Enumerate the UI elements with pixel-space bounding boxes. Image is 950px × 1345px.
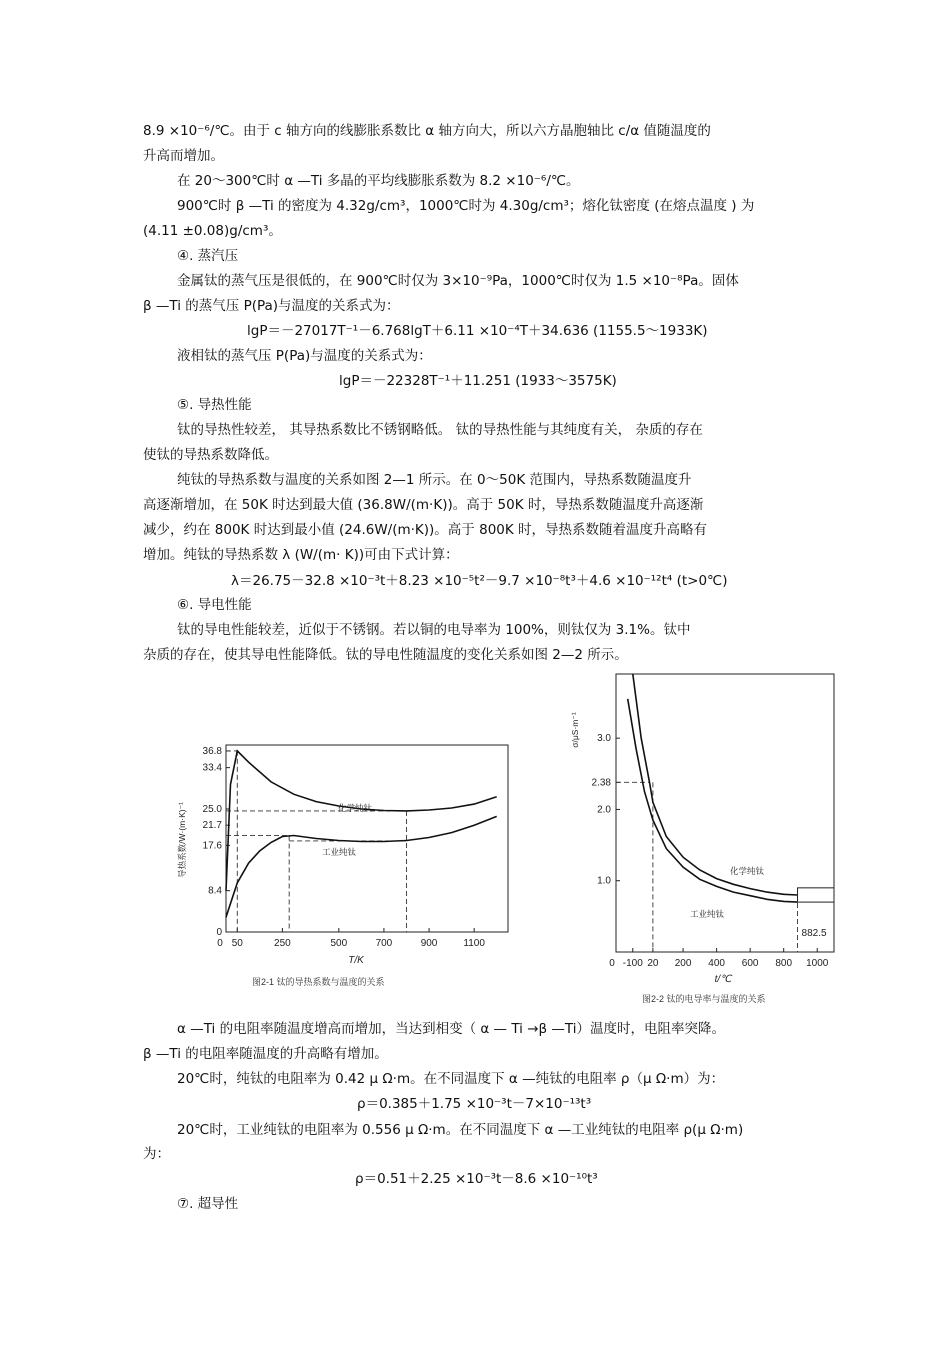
x-tick-label: 20 — [647, 958, 659, 969]
x-tick-label: 600 — [741, 958, 759, 969]
paragraph-line: 杂质的存在，使其导电性能降低。钛的导电性随温度的变化关系如图 2—2 所示。 — [143, 647, 628, 663]
formula-vapor-pressure-liquid: lgP＝－22328T⁻¹＋11.251 (1933～3575K) — [339, 373, 617, 389]
x-tick-label: 0 — [217, 938, 223, 949]
figure-caption: 图2-1 钛的导热系数与温度的关系 — [252, 977, 385, 987]
x-tick-label: 400 — [708, 958, 725, 969]
y-tick-label: 33.4 — [202, 762, 222, 774]
x-tick-label: -100 — [622, 958, 643, 969]
y-axis-label: 导热系数/W·(m·K)⁻¹ — [177, 802, 187, 878]
section-heading-thermal-conductivity: ⑤. 导热性能 — [177, 397, 252, 413]
paragraph-line: α —Ti 的电阻率随温度增高而增加，当达到相变（ α — Ti →β —Ti）温度时，电阻率突降。 — [177, 1021, 726, 1037]
paragraph-line: β —Ti 的蒸气压 P(Pa)与温度的关系式为： — [143, 298, 400, 314]
paragraph-line: 钛的导电性能较差，近似于不锈钢。若以铜的电导率为 100%，则钛仅为 3.1%。钛中 — [177, 622, 691, 638]
y-tick-label: 3.0 — [597, 733, 611, 745]
formula-vapor-pressure-solid: lgP＝－27017T⁻¹－6.768lgT＋6.11 ×10⁻⁴T＋34.636 (1155.5～1933K) — [247, 323, 708, 339]
paragraph-line: 900℃时 β —Ti 的密度为 4.32g/cm³，1000℃时为 4.30g/cm³；熔化钛密度 (在熔点温度 ) 为 — [177, 198, 755, 214]
section-heading-electrical-conductivity: ⑥. 导电性能 — [177, 597, 252, 613]
x-axis-label: T/K — [348, 955, 364, 966]
curve-label-industrial: 工业纯钛 — [690, 909, 725, 919]
y-tick-label: 21.7 — [202, 820, 222, 832]
formula-thermal-conductivity: λ＝26.75－32.8 ×10⁻³t＋8.23 ×10⁻⁵t²－9.7 ×10⁻⁸t³＋4.6 ×10⁻¹²t⁴ (t>0℃) — [231, 573, 728, 589]
paragraph-line: 减少，约在 800K 时达到最小值 (24.6W/(m·K))。高于 800K 时，导热系数随着温度升高略有 — [143, 522, 708, 538]
x-axis-label: t/℃ — [714, 974, 732, 985]
curve-chemical-pure-titanium — [226, 751, 497, 891]
paragraph-line: 20℃时，工业纯钛的电阻率为 0.556 μ Ω·m。在不同温度下 α —工业纯钛的电阻率 ρ(μ Ω·m) — [177, 1122, 744, 1138]
y-tick-label: 0 — [216, 927, 222, 938]
x-tick-label: 1100 — [463, 938, 485, 949]
y-axis-label: σ/μS·m⁻¹ — [570, 712, 580, 748]
curve-label-industrial: 工业纯钛 — [322, 847, 357, 857]
curve-label-chemical: 化学纯钛 — [338, 803, 373, 813]
x-tick-label: 50 — [231, 938, 243, 949]
x-tick-label: 250 — [274, 938, 291, 949]
formula-resistivity-industrial: ρ＝0.51＋2.25 ×10⁻³t－8.6 ×10⁻¹⁰t³ — [355, 1171, 598, 1187]
paragraph-line: 使钛的导热系数降低。 — [143, 447, 278, 463]
section-heading-superconductivity: ⑦. 超导性 — [177, 1196, 239, 1212]
paragraph-line: 20℃时，纯钛的电阻率为 0.42 μ Ω·m。在不同温度下 α —纯钛的电阻率 ρ（μ Ω·m）为： — [177, 1071, 725, 1087]
paragraph-line: 在 20～300℃时 α —Ti 多晶的平均线膨胀系数为 8.2 ×10⁻⁶/℃。 — [177, 173, 580, 189]
curve-label-chemical: 化学纯钛 — [730, 866, 765, 876]
figure-thermal-conductivity — [170, 725, 520, 995]
annotation-box — [798, 888, 834, 902]
y-tick-label: 17.6 — [202, 840, 222, 852]
section-heading-vapor-pressure: ④. 蒸汽压 — [177, 248, 239, 264]
y-tick-label: 2.0 — [597, 804, 611, 816]
x-tick-label: 800 — [775, 958, 793, 969]
figure-electrical-conductivity — [560, 670, 850, 1015]
x-tick-label: 1000 — [806, 958, 829, 969]
paragraph-line: (4.11 ±0.08)g/cm³。 — [143, 223, 282, 239]
y-tick-label: 36.8 — [202, 745, 222, 757]
y-tick-label: 2.38 — [591, 777, 611, 789]
x-tick-label: 200 — [674, 958, 692, 969]
paragraph-line: 纯钛的导热系数与温度的关系如图 2—1 所示。在 0～50K 范围内，导热系数随温度升 — [177, 472, 692, 488]
y-tick-label: 25.0 — [202, 803, 222, 815]
paragraph-line: 液相钛的蒸气压 P(Pa)与温度的关系式为： — [177, 348, 432, 364]
x-tick-label: 700 — [375, 938, 393, 949]
annotation-882-5: 882.5 — [801, 928, 827, 939]
y-tick-label: 1.0 — [597, 875, 611, 887]
y-tick-label: 8.4 — [208, 885, 222, 897]
x-tick-label: 500 — [330, 938, 348, 949]
x-tick-label: 0 — [609, 958, 615, 969]
paragraph-line: 升高而增加。 — [143, 148, 224, 164]
curve-industrial-pure-titanium — [226, 816, 497, 917]
formula-resistivity-pure: ρ＝0.385＋1.75 ×10⁻³t－7×10⁻¹³t³ — [357, 1096, 592, 1112]
paragraph-line: β —Ti 的电阻率随温度的升高略有增加。 — [143, 1046, 388, 1062]
paragraph-line: 8.9 ×10⁻⁶/℃。由于 c 轴方向的线膨胀系数比 α 轴方向大，所以六方晶胞轴比 c/α 值随温度的 — [143, 123, 711, 139]
x-tick-label: 900 — [420, 938, 438, 949]
paragraph-line: 钛的导热性较差， 其导热系数比不锈钢略低。 钛的导热性能与其纯度有关， 杂质的存在 — [177, 422, 703, 438]
paragraph-line: 为： — [143, 1146, 170, 1162]
paragraph-line: 增加。纯钛的导热系数 λ (W/(m· K))可由下式计算： — [143, 547, 459, 563]
paragraph-line: 金属钛的蒸气压是很低的，在 900℃时仅为 3×10⁻⁹Pa，1000℃时仅为 1.5 ×10⁻⁸Pa。固体 — [177, 273, 739, 289]
figure-caption: 图2-2 钛的电导率与温度的关系 — [642, 994, 766, 1004]
curve-chemical-pure-titanium — [633, 674, 798, 895]
paragraph-line: 高逐渐增加，在 50K 时达到最大值 (36.8W/(m·K))。高于 50K 时，导热系数随温度升高逐渐 — [143, 497, 704, 513]
